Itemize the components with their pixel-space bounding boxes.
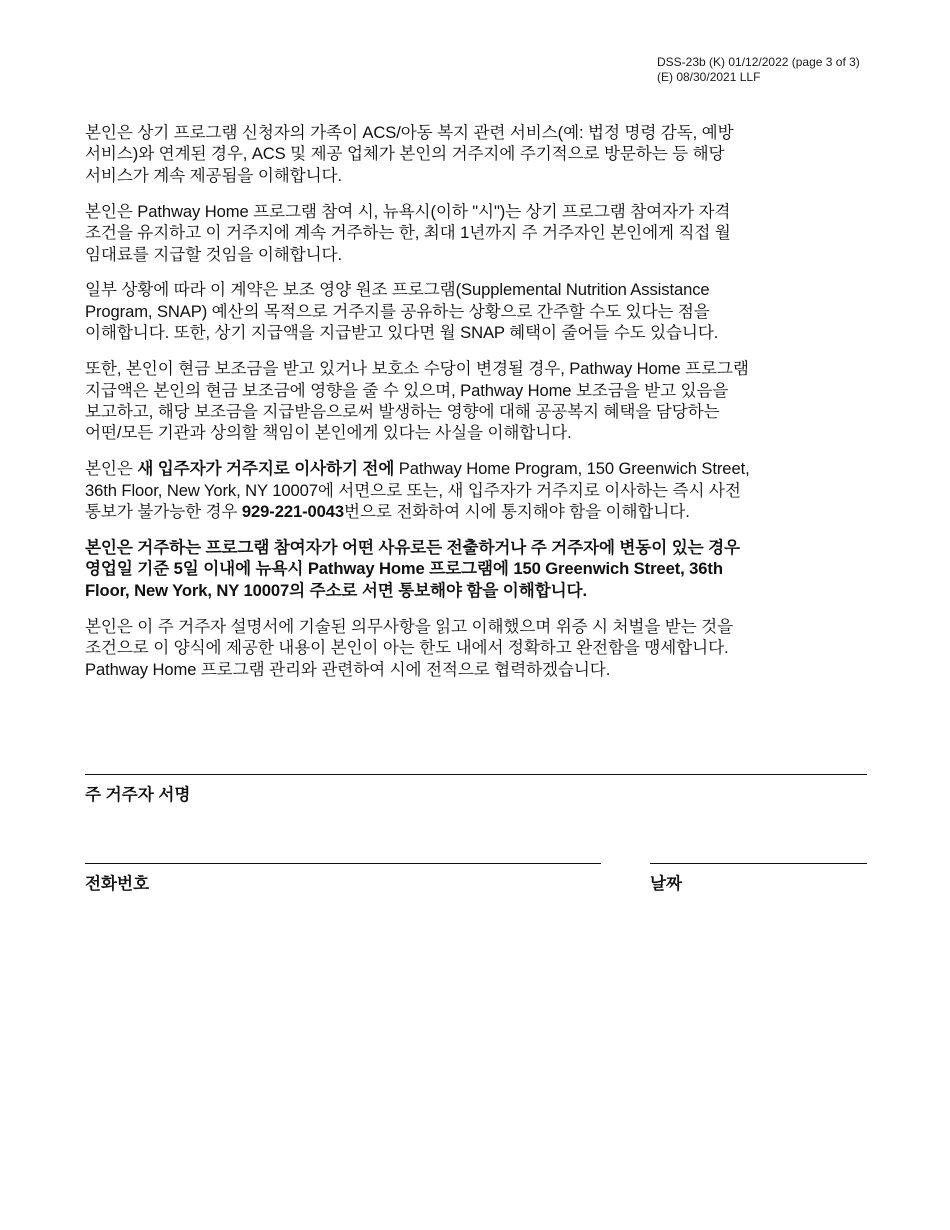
date-label: 날짜 [650, 874, 683, 893]
text-segment: 보고하고, 해당 보조금을 지급받음으로써 발생하는 영향에 대해 공공복지 혜택을 담당하는 [85, 401, 720, 421]
text-line [85, 165, 875, 186]
bold-text: 929-221-0043 [241, 502, 345, 522]
text-segment: 본인은 [85, 459, 138, 479]
bold-text: 본인은 거주하는 프로그램 참여자가 어떤 사유로든 전출하거나 주 거주자에 변동이 있는 경우 [85, 538, 740, 557]
text-line [85, 480, 875, 501]
signature-label: 주 거주자 서명 [85, 785, 191, 804]
text-line [85, 616, 875, 637]
text-line [85, 279, 875, 300]
text-line [85, 537, 875, 558]
text-line [85, 201, 875, 222]
text-segment: 본인은 상기 프로그램 신청자의 가족이 ACS/아동 복지 관련 서비스(예: 법정 명령 감독, 예방 [85, 123, 734, 142]
text-line [85, 358, 875, 379]
text-line [85, 401, 875, 422]
text-line [85, 422, 875, 443]
bold-text: 영업일 기준 5일 이내에 뉴욕시 Pathway Home 프로그램에 150 Greenwich Street, 36th [85, 559, 723, 579]
text-segment: 서비스가 계속 제공됨을 이해합니다. [85, 165, 342, 185]
bold-text: 새 입주자가 거주지로 이사하기 전에 [137, 459, 395, 479]
text-line [85, 458, 875, 479]
text-segment: Pathway Home Program, 150 Greenwich Street, [394, 459, 750, 479]
text-line [85, 322, 875, 343]
date-line[interactable] [650, 863, 867, 864]
paragraph-1 [85, 122, 875, 186]
paragraph-4 [85, 358, 875, 444]
text-segment: 이해합니다. 또한, 상기 지급액을 지급받고 있다면 월 SNAP 혜택이 줄어들 수도 있습니다. [85, 323, 719, 343]
text-line [85, 637, 875, 658]
form-id: DSS-23b (K) 01/12/2022 (page 3 of 3) [657, 55, 860, 69]
text-line [85, 501, 875, 522]
text-line [85, 244, 875, 265]
paragraph-3 [85, 279, 875, 343]
document-body [85, 122, 875, 694]
text-segment: 36th Floor, New York, NY 10007에 서면으로 또는, 새 입주자가 거주지로 이사하는 즉시 사전 [85, 480, 741, 500]
text-line [85, 122, 875, 143]
text-line [85, 143, 875, 164]
text-segment: 지급액은 본인의 현금 보조금에 영향을 줄 수 있으며, Pathway Home 보조금을 받고 있음을 [85, 380, 729, 400]
text-line [85, 380, 875, 401]
text-segment: 서비스)와 연계된 경우, ACS 및 제공 업체가 본인의 거주지에 주기적으로 방문하는 등 해당 [85, 144, 725, 164]
text-segment: 조건으로 이 양식에 제공한 내용이 본인이 아는 한도 내에서 정확하고 완전함을 맹세합니다. [85, 638, 729, 658]
signature-line[interactable] [85, 774, 867, 775]
form-version: (E) 08/30/2021 LLF [657, 70, 761, 84]
paragraph-7 [85, 616, 875, 680]
paragraph-5 [85, 458, 875, 522]
text-line [85, 580, 875, 601]
text-segment: 또한, 본인이 현금 보조금을 받고 있거나 보호소 수당이 변경될 경우, Pathway Home 프로그램 [85, 359, 749, 379]
bold-text: Floor, New York, NY 10007의 주소로 서면 통보해야 함을 이해합니다. [85, 580, 587, 600]
phone-label: 전화번호 [85, 874, 150, 893]
text-segment: 번으로 전화하여 시에 통지해야 함을 이해합니다. [344, 502, 690, 522]
paragraph-2 [85, 201, 875, 265]
text-line [85, 301, 875, 322]
text-segment: Program, SNAP) 예산의 목적으로 거주지를 공유하는 상황으로 간주할 수도 있다는 점을 [85, 301, 710, 321]
text-segment: 본인은 이 주 거주자 설명서에 기술된 의무사항을 읽고 이해했으며 위증 시 처벌을 받는 것을 [85, 616, 734, 636]
text-segment: 일부 상황에 따라 이 계약은 보조 영양 원조 프로그램(Supplemental Nutrition Assistance [85, 280, 710, 300]
text-segment: 조건을 유지하고 이 거주지에 계속 거주하는 한, 최대 1년까지 주 거주자인 본인에게 직접 월 [85, 223, 731, 243]
paragraph-6 [85, 537, 875, 601]
text-segment: 본인은 Pathway Home 프로그램 참여 시, 뉴욕시(이하 "시")는 상기 프로그램 참여자가 자격 [85, 201, 731, 221]
text-segment: 어떤/모든 기관과 상의할 책임이 본인에게 있다는 사실을 이해합니다. [85, 423, 572, 443]
phone-line[interactable] [85, 863, 601, 864]
text-segment: 임대료를 지급할 것임을 이해합니다. [85, 244, 342, 264]
text-line [85, 558, 875, 579]
text-line [85, 222, 875, 243]
text-segment: Pathway Home 프로그램 관리와 관련하여 시에 전적으로 협력하겠습니다. [85, 659, 611, 679]
form-header [657, 55, 860, 85]
text-segment: 통보가 불가능한 경우 [85, 502, 242, 522]
text-line [85, 659, 875, 680]
